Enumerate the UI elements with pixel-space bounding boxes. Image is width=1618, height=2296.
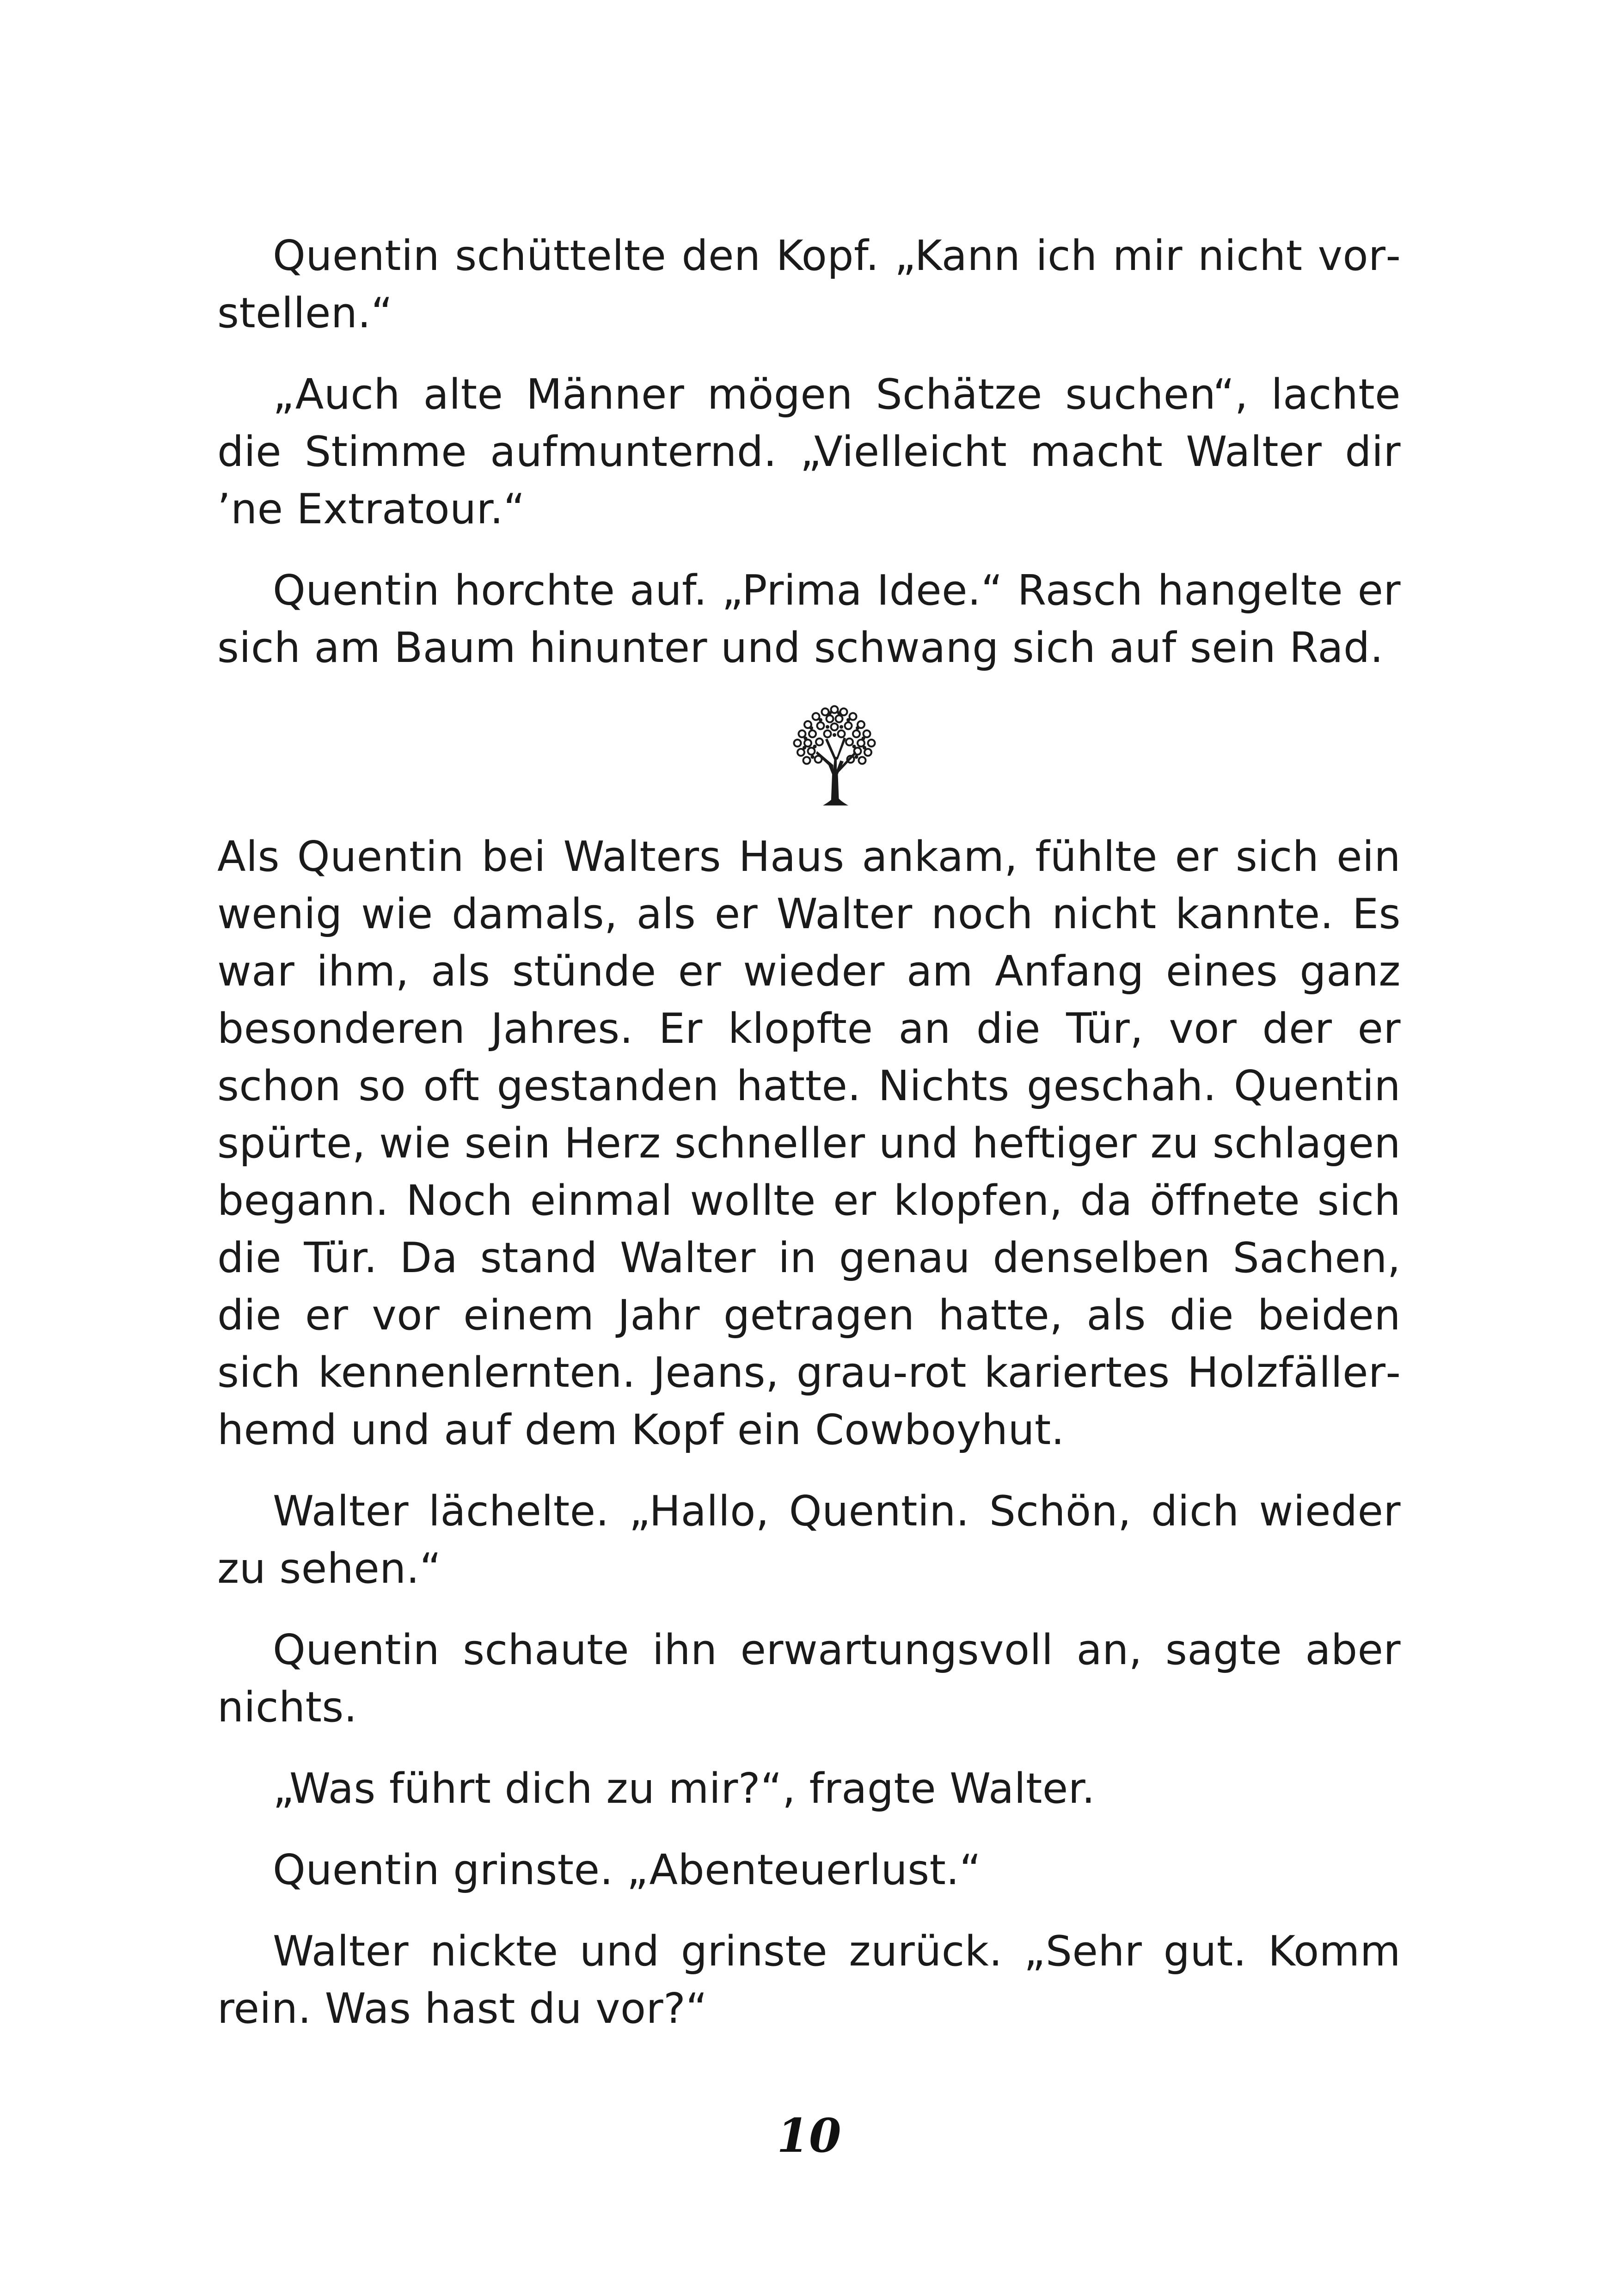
tree-icon [777,693,892,809]
paragraph: Quentin horchte auf. „Prima Idee.“ Rasch hangelte er sich am Baum hinunter und schwang sich auf sein Rad. [217,566,1401,672]
paragraph: „Was führt dich zu mir?“, fragte Walter. [273,1764,1096,1813]
text-section-1 [217,227,1401,677]
paragraph: Walter nickte und grinste zurück. „Sehr gut. Komm rein. Was hast du vor?“ [217,1927,1401,2033]
paragraph: Quentin grinste. „Abenteuerlust.“ [273,1846,981,1894]
paragraph: „Auch alte Männer mögen Schätze suchen“, lachte die Stimme aufmunternd. „Vielleicht macht Walter dir ’ne Extratour.“ [217,370,1401,533]
paragraph: Walter lächelte. „Hallo, Quentin. Schön, dich wieder zu sehen.“ [217,1487,1401,1593]
text-section-2 [217,828,1401,2038]
paragraph: Quentin schaute ihn erwartungsvoll an, sagte aber nichts. [217,1626,1401,1732]
page-number: 10 [777,2108,841,2163]
paragraph: Als Quentin bei Walters Haus ankam, fühlte er sich ein wenig wie damals, als er Walter noch nicht kannte. Es war ihm, als stünde er wieder am Anfang eines ganz besonderen Jahres. Er klopfte an die Tür, vor der er schon so oft gestanden hatte. Nichts geschah. Quentin spürte, wie sein Herz schneller und heftiger zu schlagen begann. Noch einmal wollte er klopfen, da öffnete sich die Tür. Da stand Walter in genau denselben Sachen, die er vor einem Jahr getragen hatte, als die beiden sich kennenlernten. Jeans, grau-rot kariertes Holzfällerhemd und auf dem Kopf ein Cowboyhut. [217,833,1401,1454]
paragraph: Quentin schüttelte den Kopf. „Kann ich mir nicht vorstellen.“ [217,232,1401,337]
